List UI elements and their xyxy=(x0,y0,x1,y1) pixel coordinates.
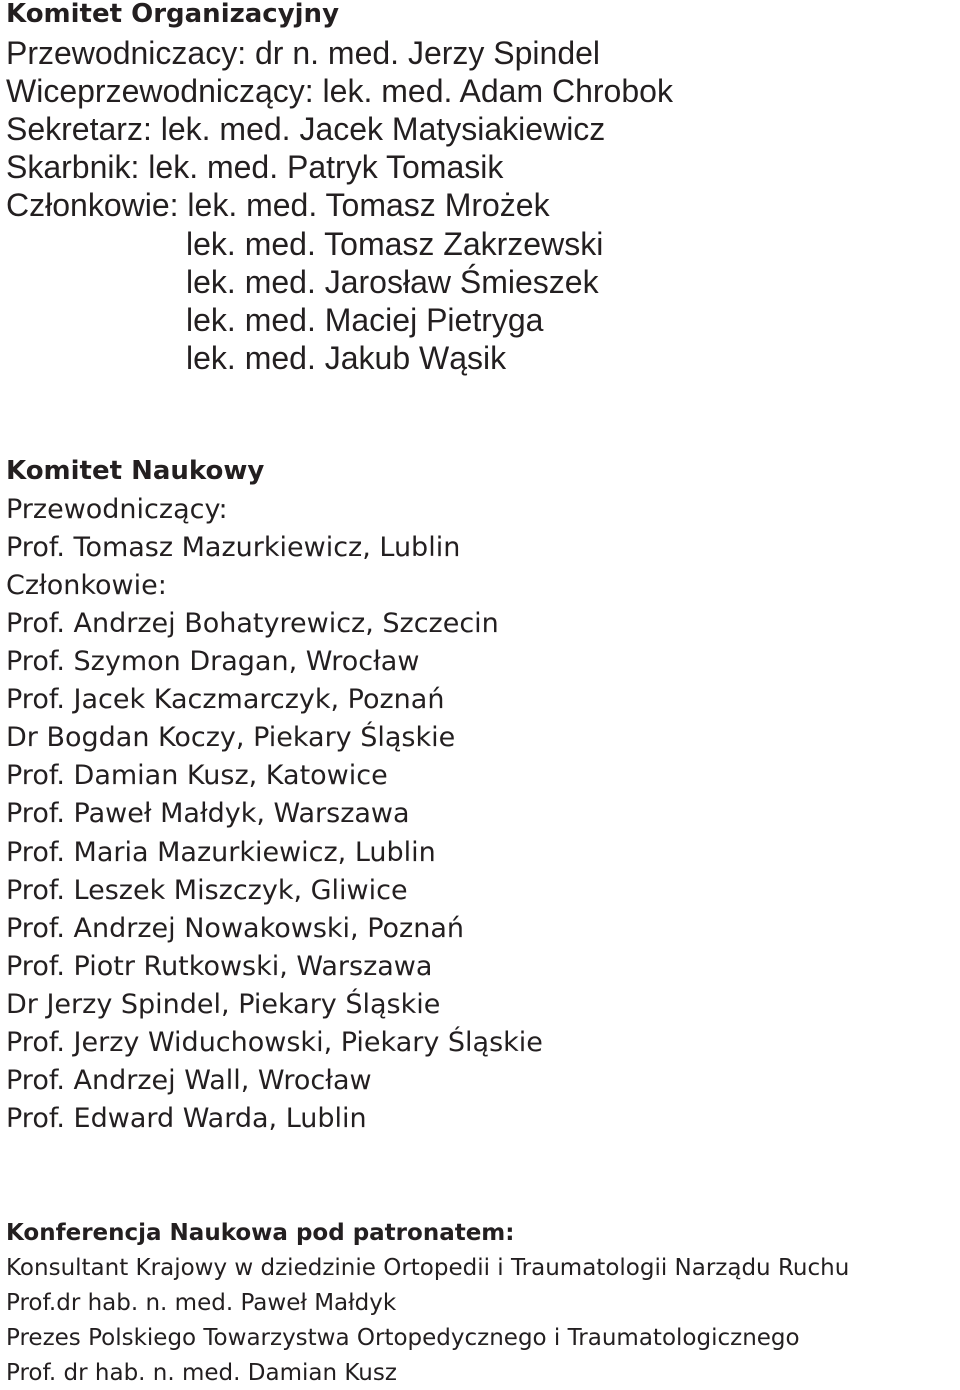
patronage-line: Prof. dr hab. n. med. Damian Kusz xyxy=(6,1360,397,1386)
scientific-committee-title: Komitet Naukowy xyxy=(6,456,265,486)
organizing-committee-treasurer: Skarbnik: lek. med. Patryk Tomasik xyxy=(6,149,504,185)
organizing-committee-member: lek. med. Maciej Pietryga xyxy=(186,302,544,338)
scientific-committee-member: Prof. Piotr Rutkowski, Warszawa xyxy=(6,951,433,982)
scientific-committee-member: Prof. Paweł Małdyk, Warszawa xyxy=(6,798,410,829)
scientific-committee-member: Prof. Leszek Miszczyk, Gliwice xyxy=(6,875,408,906)
scientific-committee-member: Prof. Jerzy Widuchowski, Piekary Śląskie xyxy=(6,1027,543,1058)
scientific-committee-member: Prof. Andrzej Bohatyrewicz, Szczecin xyxy=(6,608,499,639)
patronage-title: Konferencja Naukowa pod patronatem: xyxy=(6,1220,515,1246)
organizing-committee-member: lek. med. Jakub Wąsik xyxy=(186,340,507,376)
scientific-committee-member: Prof. Damian Kusz, Katowice xyxy=(6,760,388,791)
scientific-committee-member: Dr Bogdan Koczy, Piekary Śląskie xyxy=(6,722,456,753)
organizing-committee-chair: Przewodniczacy: dr n. med. Jerzy Spindel xyxy=(6,35,601,71)
scientific-committee-member: Prof. Jacek Kaczmarczyk, Poznań xyxy=(6,684,445,715)
organizing-committee-title: Komitet Organizacyjny xyxy=(6,0,340,29)
scientific-committee-member: Dr Jerzy Spindel, Piekary Śląskie xyxy=(6,989,441,1020)
scientific-committee-member: Prof. Edward Warda, Lublin xyxy=(6,1103,367,1134)
scientific-committee-member: Prof. Maria Mazurkiewicz, Lublin xyxy=(6,837,436,868)
organizing-committee-secretary: Sekretarz: lek. med. Jacek Matysiakiewicz xyxy=(6,111,606,147)
scientific-committee-member: Prof. Andrzej Nowakowski, Poznań xyxy=(6,913,464,944)
scientific-committee-member: Prof. Andrzej Wall, Wrocław xyxy=(6,1065,372,1096)
patronage-line: Prof.dr hab. n. med. Paweł Małdyk xyxy=(6,1290,397,1316)
patronage-line: Konsultant Krajowy w dziedzinie Ortopedii i Traumatologii Narządu Ruchu xyxy=(6,1255,850,1281)
scientific-committee-chair: Prof. Tomasz Mazurkiewicz, Lublin xyxy=(6,532,461,563)
organizing-committee-member: lek. med. Jarosław Śmieszek xyxy=(186,264,599,300)
scientific-committee-member: Prof. Szymon Dragan, Wrocław xyxy=(6,646,420,677)
scientific-committee-members-label: Członkowie: xyxy=(6,570,167,601)
scientific-committee-chair-label: Przewodniczący: xyxy=(6,494,228,525)
organizing-committee-member: lek. med. Tomasz Zakrzewski xyxy=(186,226,604,262)
organizing-committee-vice-chair: Wiceprzewodniczący: lek. med. Adam Chrobok xyxy=(6,73,673,109)
organizing-committee-members: Członkowie: lek. med. Tomasz Mrożek xyxy=(6,187,550,223)
patronage-line: Prezes Polskiego Towarzystwa Ortopedycznego i Traumatologicznego xyxy=(6,1325,800,1351)
